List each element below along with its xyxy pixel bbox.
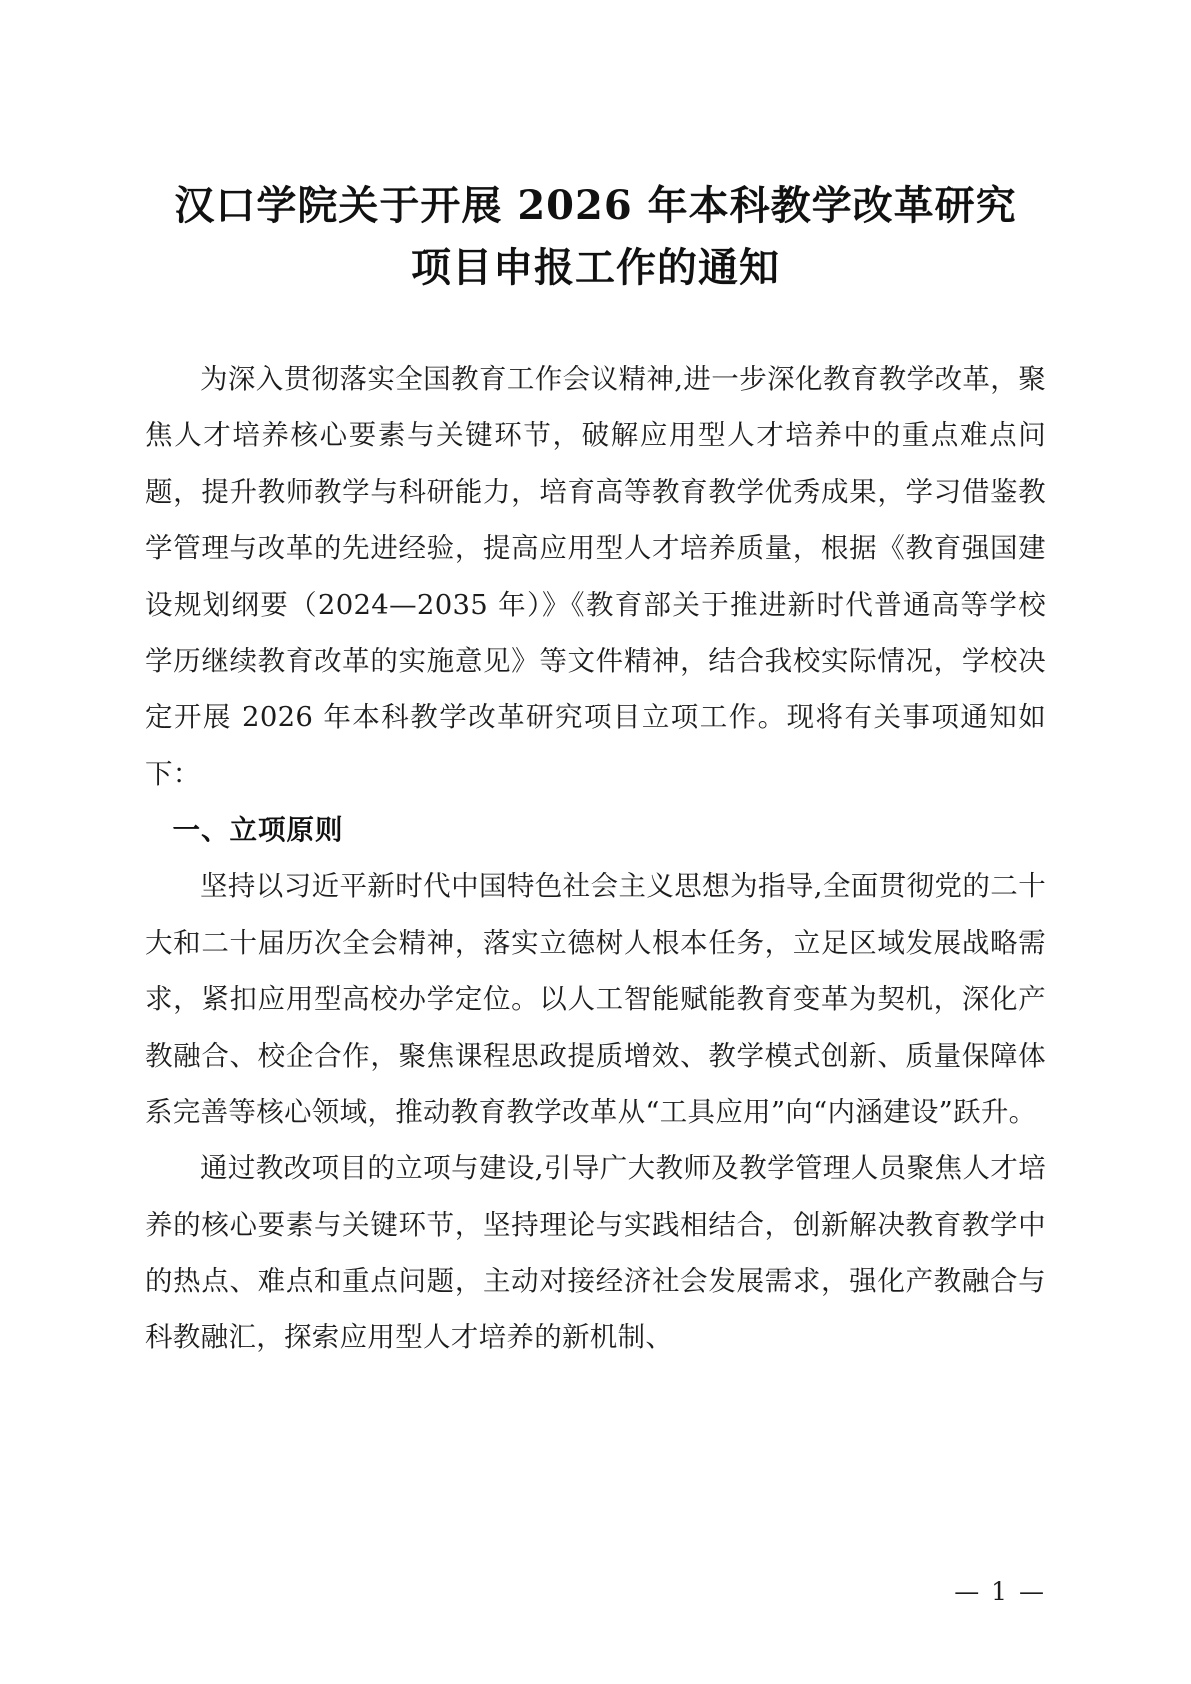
page-title xyxy=(145,175,1046,299)
page-number: — 1 — xyxy=(954,1577,1046,1606)
paragraph-principles-1: 坚持以习近平新时代中国特色社会主义思想为指导,全面贯彻党的二十大和二十届历次全会精神，落实立德树人根本任务，立足区域发展战略需求，紧扣应用型高校办学定位。以人工智能赋能教育变革为契机，深化产教融合、校企合作，聚焦课程思政提质增效、教学模式创新、质量保障体系完善等核心领域，推动教育教学改革从“工具应用”向“内涵建设”跃升。 xyxy=(145,870,1046,1128)
paragraph-intro: 为深入贯彻落实全国教育工作会议精神,进一步深化教育教学改革，聚焦人才培养核心要素与关键环节，破解应用型人才培养中的重点难点问题，提升教师教学与科研能力，培育高等教育教学优秀成果，学习借鉴教学管理与改革的先进经验，提高应用型人才培养质量，根据《教育强国建设规划纲要（2024—2035 年）》《教育部关于推进新时代普通高等学校学历继续教育改革的实施意见》等文件精神，结合我校实际情况，学校决定开展 2026 年本科教学改革研究项目立项工作。现将有关事项通知如下： xyxy=(145,363,1046,790)
paragraph-principles-2: 通过教改项目的立项与建设,引导广大教师及教学管理人员聚焦人才培养的核心要素与关键环节，坚持理论与实践相结合，创新解决教育教学中的热点、难点和重点问题，主动对接经济社会发展需求，强化产教融合与科教融汇，探索应用型人才培养的新机制、 xyxy=(145,1152,1046,1354)
document-body xyxy=(145,351,1046,1366)
page-title-line-1: 汉口学院关于开展 2026 年本科教学改革研究 xyxy=(174,182,1017,229)
section-heading-principles: 一、立项原则 xyxy=(172,814,344,846)
page-title-line-2: 项目申报工作的通知 xyxy=(411,244,780,291)
